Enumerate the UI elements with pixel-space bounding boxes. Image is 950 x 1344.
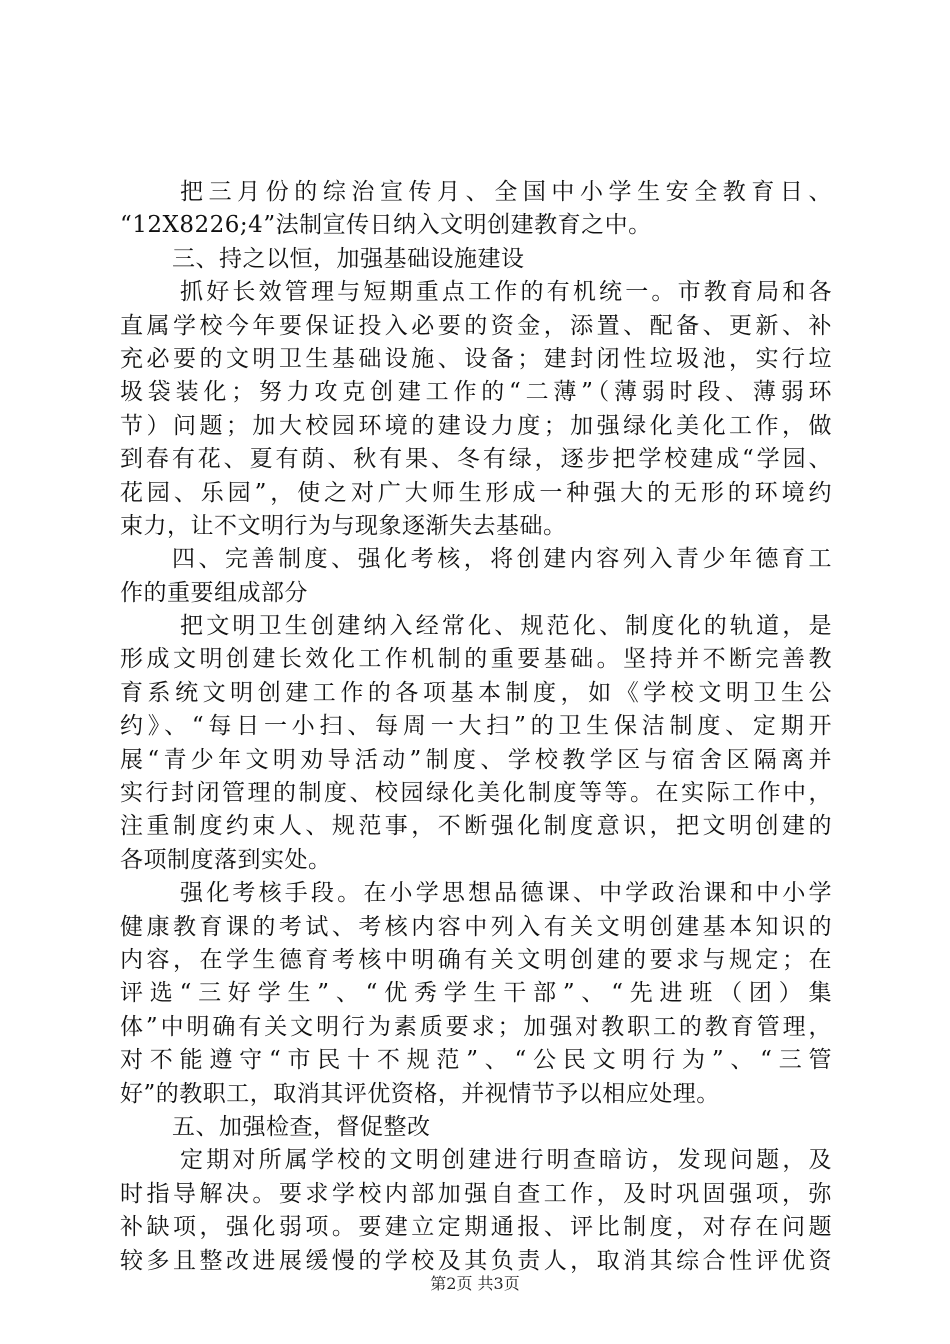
text-line: 时指导解决。要求学校内部加强自查工作，及时巩固强项，弥 — [120, 1180, 832, 1207]
text-line: 束力，让不文明行为与现象逐渐失去基础。 — [120, 512, 567, 539]
text-line: 注重制度约束人、规范事，不断强化制度意识，把文明创建的 — [120, 813, 832, 840]
text-line: 约》、“每日一小扫、每周一大扫”的卫生保洁制度、定期开 — [120, 713, 832, 740]
text-line: 直属学校今年要保证投入必要的资金，添置、配备、更新、补 — [120, 312, 832, 339]
text-line: 三、持之以恒，加强基础设施建设 — [172, 245, 525, 272]
text-line: 五、加强检查，督促整改 — [172, 1113, 431, 1140]
text-line: 强化考核手段。在小学思想品德课、中学政治课和中小学 — [180, 880, 832, 907]
text-line: 充必要的文明卫生基础设施、设备；建封闭性垃圾池，实行垃 — [120, 345, 832, 372]
text-line: 定期对所属学校的文明创建进行明查暗访，发现问题，及 — [180, 1147, 832, 1174]
text-line: 补缺项，强化弱项。要建立定期通报、评比制度，对存在问题 — [120, 1214, 832, 1241]
text-line: 花园、乐园”，使之对广大师生形成一种强大的无形的环境约 — [120, 479, 832, 506]
text-line: 评选“三好学生”、“优秀学生干部”、“先进班（团）集 — [120, 980, 832, 1007]
text-line: 内容，在学生德育考核中明确有关文明创建的要求与规定；在 — [120, 946, 832, 973]
text-line: 展“青少年文明劝导活动”制度、学校教学区与宿舍区隔离并 — [120, 746, 832, 773]
text-line: 体”中明确有关文明行为素质要求；加强对教职工的教育管理， — [120, 1013, 832, 1040]
text-line: 到春有花、夏有荫、秋有果、冬有绿，逐步把学校建成“学园、 — [120, 446, 832, 473]
text-line: 作的重要组成部分 — [120, 579, 308, 606]
text-line: 形成文明创建长效化工作机制的重要基础。坚持并不断完善教 — [120, 646, 832, 673]
text-line: 抓好长效管理与短期重点工作的有机统一。市教育局和各 — [180, 279, 832, 306]
text-line: 把三月份的综治宣传月、全国中小学生安全教育日、 — [180, 179, 832, 205]
text-line: 好”的教职工，取消其评优资格，并视情节予以相应处理。 — [120, 1080, 720, 1107]
text-line: 实行封闭管理的制度、校园绿化美化制度等等。在实际工作中， — [120, 780, 832, 807]
text-line: 节）问题；加大校园环境的建设力度；加强绿化美化工作，做 — [120, 412, 832, 439]
text-line: “12X8226;4”法制宣传日纳入文明创建教育之中。 — [120, 212, 652, 239]
text-line: 圾袋装化；努力攻克创建工作的“二薄”（薄弱时段、薄弱环 — [120, 379, 832, 406]
text-line: 较多且整改进展缓慢的学校及其负责人，取消其综合性评优资 — [120, 1247, 832, 1274]
text-line: 四、完善制度、强化考核，将创建内容列入青少年德育工 — [172, 546, 832, 573]
text-line: 把文明卫生创建纳入经常化、规范化、制度化的轨道，是 — [180, 613, 832, 640]
document-body — [120, 176, 832, 1278]
text-line: 各项制度落到实处。 — [120, 846, 332, 873]
text-line: 健康教育课的考试、考核内容中列入有关文明创建基本知识的 — [120, 913, 832, 940]
text-line: 育系统文明创建工作的各项基本制度，如《学校文明卫生公 — [120, 679, 832, 706]
text-line: 对不能遵守“市民十不规范”、“公民文明行为”、“三管 — [120, 1047, 832, 1074]
page-footer: 第2页 共3页 — [430, 1274, 520, 1293]
